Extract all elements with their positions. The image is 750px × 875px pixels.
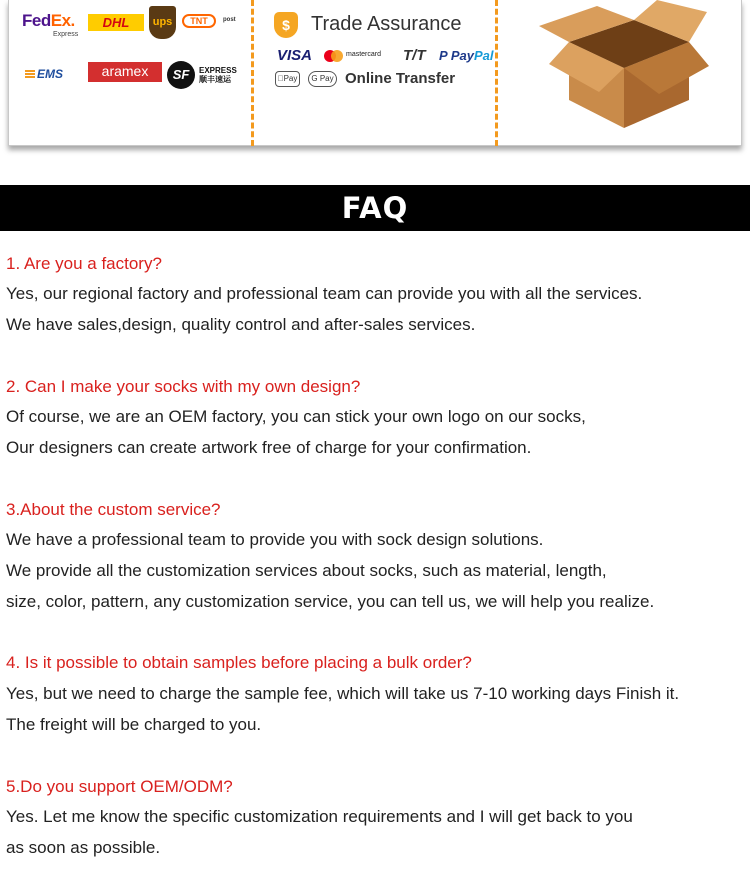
fedex-logo: FedEx. bbox=[22, 11, 75, 30]
faq-answer-line: size, color, pattern, any customization service, you can tell us, we will help you realize. bbox=[6, 592, 655, 611]
faq-header-bar bbox=[0, 185, 750, 231]
faq-answer-line: We have a professional team to provide you with sock design solutions. bbox=[6, 530, 544, 549]
paypal-logo: P PayPal bbox=[439, 48, 494, 63]
google-pay-icon: G Pay bbox=[308, 71, 337, 87]
faq-answer-line: as soon as possible. bbox=[6, 838, 161, 857]
shipping-box-icon bbox=[539, 0, 709, 135]
banner-divider bbox=[495, 0, 498, 146]
faq-question-3: 3.About the custom service? bbox=[6, 500, 221, 519]
ups-logo: ups bbox=[149, 6, 176, 39]
faq-answer-line: Yes, our regional factory and professional team can provide you with all the services. bbox=[6, 284, 643, 303]
faq-answer-line: We provide all the customization services about socks, such as material, length, bbox=[6, 561, 607, 580]
faq-question-4: 4. Is it possible to obtain samples before placing a bulk order? bbox=[6, 653, 472, 672]
faq-question-5: 5.Do you support OEM/ODM? bbox=[6, 777, 233, 796]
faq-title: FAQ bbox=[341, 191, 409, 225]
fedex-express-label: Express bbox=[53, 31, 79, 38]
trade-assurance-shield-icon: $ bbox=[274, 12, 298, 38]
ems-stripes-icon bbox=[25, 70, 35, 78]
visa-logo: VISA bbox=[277, 47, 313, 64]
faq-answer-line: Our designers can create artwork free of charge for your confirmation. bbox=[6, 438, 532, 457]
aramex-logo: aramex bbox=[88, 62, 162, 82]
dhl-logo: DHL bbox=[88, 14, 144, 31]
faq-answer-line: Yes, but we need to charge the sample fee, which will take us 7-10 working days Finish it. bbox=[6, 684, 680, 703]
sf-express-logo: SF bbox=[167, 61, 195, 89]
tt-transfer-logo: T/T bbox=[403, 47, 426, 64]
faq-question-2: 2. Can I make your socks with my own design? bbox=[6, 377, 361, 396]
faq-question-1: 1. Are you a factory? bbox=[6, 254, 162, 273]
faq-answer-line: Yes. Let me know the specific customization requirements and I will get back to you bbox=[6, 807, 633, 826]
post-logo: post bbox=[223, 17, 236, 23]
sf-express-label: EXPRESS 顺丰速运 bbox=[199, 66, 237, 84]
faq-answer-line: We have sales,design, quality control and after-sales services. bbox=[6, 315, 476, 334]
tnt-logo: TNT bbox=[182, 14, 216, 28]
online-transfer-label: Online Transfer bbox=[345, 70, 456, 87]
ems-logo: EMS bbox=[37, 67, 64, 81]
faq-answer-line: Of course, we are an OEM factory, you can stick your own logo on our socks, bbox=[6, 407, 586, 426]
faq-answer-line: The freight will be charged to you. bbox=[6, 715, 262, 734]
banner-divider bbox=[251, 0, 254, 146]
apple-pay-icon: Pay bbox=[275, 71, 300, 87]
shipping-payment-banner: FedEx. Express DHL ups TNT post EMS aramex SF EXPRESS 顺丰速运 $ Trade Assurance VISA mastercard T/T P PayPal Pay G Pay Online Transfer bbox=[8, 0, 742, 146]
trade-assurance-label: Trade Assurance bbox=[311, 13, 462, 35]
